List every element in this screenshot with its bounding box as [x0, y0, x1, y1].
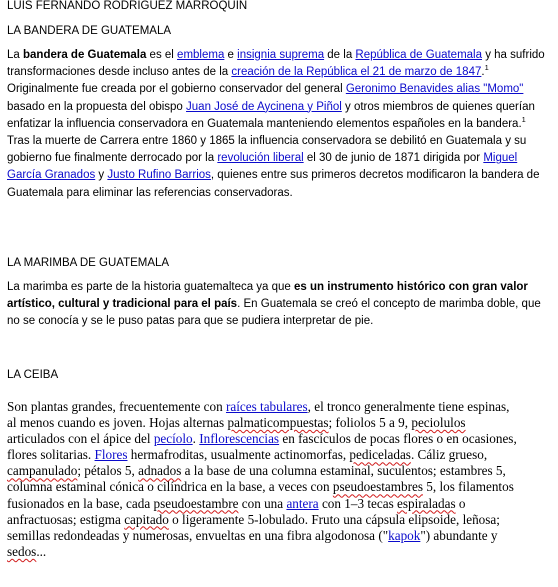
spelling-flag: campanulado	[7, 463, 78, 479]
text: e	[224, 49, 238, 61]
text: Originalmente fue creada por el gobierno conservador del general	[7, 83, 346, 96]
text: y otros miembros de quienes querían enfatizar la influencia conservadora en Guatemala manteniendo elementos españoles en la bandera.	[7, 100, 535, 130]
text: articulados con el ápice del	[7, 431, 154, 447]
text: ") abundante y	[420, 527, 498, 543]
heading-marimba: LA MARIMBA DE GUATEMALA	[7, 257, 170, 269]
heading-bandera: LA BANDERA DE GUATEMALA	[7, 25, 172, 37]
text: .	[481, 66, 485, 79]
link-geronimo-benavides[interactable]: Geronimo Benavides alias "Momo"	[345, 83, 524, 96]
footnote-ref: 1	[521, 114, 526, 124]
text: , quienes entre sus primeros decretos modificaron la bandera de Guatemala para eliminar las referencias conservadoras.	[7, 169, 540, 199]
text: 5, los filamentos fusionados en la base, cada	[7, 479, 514, 511]
text: es el	[146, 49, 178, 61]
link-inflorescencias[interactable]: Inflorescencias	[199, 431, 280, 447]
text: y	[95, 169, 108, 182]
spelling-flag: pseudoestambres	[332, 479, 423, 495]
text: Son plantas grandes, frecuentemente con	[7, 399, 226, 414]
spelling-flag: espiraladas	[397, 495, 456, 511]
text: .	[192, 431, 200, 447]
text: , el tronco generalmente tiene espinas, al menos cuando es joven. Hojas alternas	[7, 399, 510, 431]
text: con 1–3 tecas	[318, 495, 398, 511]
link-insignia-suprema[interactable]: insignia suprema	[237, 49, 325, 61]
link-republica-de-guatemala[interactable]: República de Guatemala	[355, 49, 483, 61]
paragraph-ceiba	[7, 399, 519, 560]
link-flores[interactable]: Flores	[94, 447, 128, 463]
spelling-flag: pseudoestambre	[153, 495, 239, 511]
spelling-flag: peciolulos	[411, 415, 466, 431]
spelling-flag: palmaticompuestas	[227, 415, 329, 431]
heading-ceiba: LA CEIBA	[7, 369, 59, 381]
spelling-flag: adnados	[138, 463, 182, 479]
link-emblema[interactable]: emblema	[177, 49, 225, 61]
link-kapok[interactable]: kapok	[388, 527, 421, 543]
text: en fascículos de pocas flores o en ocasiones, flores solitarias.	[7, 431, 517, 463]
bold-text: es un instrumento histórico con gran valor artístico, cultural y tradicional para el país	[7, 281, 528, 311]
spelling-flag: capitado	[124, 511, 169, 527]
paragraph-bandera	[7, 47, 547, 202]
link-antera[interactable]: antera	[286, 495, 319, 511]
text: La marimba es parte de la historia guatemalteca ya que	[7, 281, 295, 293]
author-name: LUIS FERNANDO RODRIGUEZ MARROQUIN	[7, 0, 248, 12]
document-page	[7, 0, 547, 559]
text: ...	[36, 543, 47, 559]
footnote-ref: 1	[484, 63, 489, 73]
text: hermafroditas, usualmente actinomorfas,	[127, 447, 350, 463]
link-peciolo[interactable]: pecíolo	[153, 431, 193, 447]
text: Tras la muerte de Carrera entre 1860 y 1865 la influencia conservadora se debilitó en Guatemala y su gobierno fue finalmente derrocado por la	[7, 135, 527, 165]
text: La	[7, 49, 23, 61]
paragraph-marimba	[7, 279, 543, 331]
link-aycinena[interactable]: Juan José de Aycinena y Piñol	[186, 100, 342, 113]
link-miguel-garcia-granados[interactable]: Miguel García Granados	[7, 152, 518, 182]
text: basado en la propuesta del obispo	[7, 100, 187, 113]
text: ; foliolos 5 a 9,	[328, 415, 412, 431]
text: con una	[238, 495, 287, 511]
link-justo-rufino-barrios[interactable]: Justo Rufino Barrios	[107, 169, 211, 182]
spelling-flag: pediceladas	[349, 447, 411, 463]
link-creacion-republica[interactable]: creación de la República el 21 de marzo de 1847	[231, 66, 482, 79]
text: . Cáliz grueso,	[410, 447, 488, 463]
spelling-flag: sedos	[7, 543, 37, 559]
text: el 30 de junio de 1871 dirigida por	[303, 152, 484, 165]
text: o ligeramente 5-lobulado. Fruto una cápsula elipsoide, leñosa; semillas redondeadas y numerosas, envueltas en una fibra algodonosa ("	[7, 511, 500, 543]
text: ; pétalos 5,	[77, 463, 139, 479]
bold-text: bandera de Guatemala	[23, 49, 147, 61]
text: de la	[324, 49, 356, 61]
link-raices-tabulares[interactable]: raíces tabulares	[225, 399, 308, 414]
text: y ha sufrido transformaciones desde incluso antes de la	[7, 49, 545, 79]
text: a la base de una columna estaminal, suculentos; estambres 5, columna estaminal cónica o cilíndrica en la base, a veces con	[7, 463, 506, 495]
link-revolucion-liberal[interactable]: revolución liberal	[217, 152, 304, 165]
text: o anfractuosas; estigma	[7, 495, 466, 527]
text: . En Guatemala se creó el concepto de marimba doble, que no se conocía y se le puso patas para que se pudiera interpretar de pie.	[7, 298, 541, 328]
